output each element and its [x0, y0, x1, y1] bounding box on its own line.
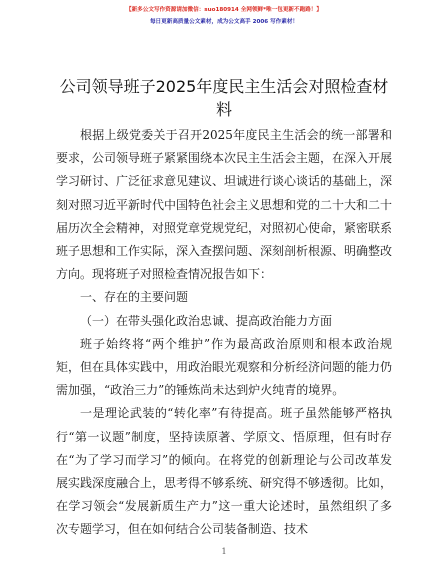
- intro-paragraph: 根据上级党委关于召开2025年度民主生活会的统一部署和要求，公司领导班子紧紧围绕本次民主生活会主题，在深入开展学习研讨、广泛征求意见建议、坦诚进行谈心谈话的基础上，深刻对照习近平新时代中国特色社会主义思想和党的二十大和二十届历次全会精神，对照党章党规党纪，对照初心使命，紧密联系班子思想和工作实际，深入查摆问题、深刻剖析根源、明确整改方向。现将班子对照检查情况报告如下：: [56, 128, 393, 282]
- body-paragraph: 一是理论武装的“转化率”有待提高。班子虽然能够严格执行“第一议题”制度，坚持读原著、学原文、悟原理，但有时存在“为了学习而学习”的倾向。在将党的创新理论与公司改革发展实践深度融合上，思考得不够系统、研究得不够透彻。比如，在学习领会“发展新质生产力”这一重大论述时，虽然组织了多次专题学习，但在如何结合公司装备制造、技术: [56, 406, 393, 537]
- promo-banner-line-2: 每日更新高质量公文素材，成为公文高手 2006 写作素材！: [149, 19, 299, 25]
- document-title: 公司领导班子2025年度民主生活会对照检查材料: [59, 77, 389, 119]
- document-body: [56, 124, 392, 542]
- page-number: 1: [221, 547, 227, 556]
- section-heading: 一、存在的主要问题: [80, 290, 189, 305]
- promo-banner-line-1: 【新多公文写作资源请加微信：suo180914 全网领鲜*唯一包更新不跑路！】: [125, 7, 322, 13]
- body-paragraph: 班子始终将“两个维护”作为最高政治原则和根本政治规矩，但在具体实践中，用政治眼光观察和分析经济问题的能力仍需加强，“政治三力”的锤炼尚未达到炉火纯青的境界。: [56, 336, 393, 398]
- subsection-heading: （一）在带头强化政治忠诚、提高政治能力方面: [80, 313, 333, 328]
